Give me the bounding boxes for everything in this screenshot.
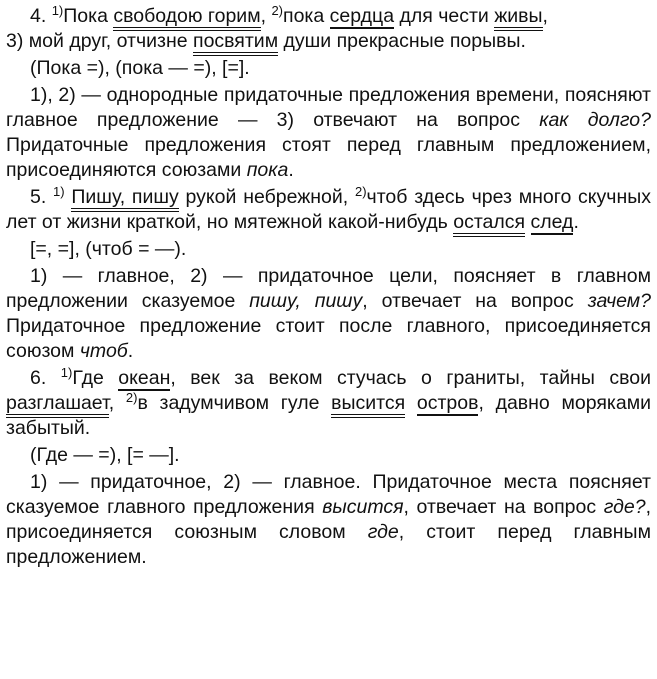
clause-marker: 1) [53,184,65,199]
ex5-number: 5. [30,186,47,208]
ex4-scheme: (Пока =), (пока — =), [=]. [30,57,250,79]
clause-marker: 2) [271,3,284,18]
clause-marker: 2) [125,390,138,405]
clause-marker: 1) [60,365,73,380]
ex4-number: 4. [30,5,47,27]
ex5-sentence: 5. $^{1)}$ Пишу, пишу рукой небрежной, $^{2)}$чтоб здесь чрез много скучных лет от жизни краткой, но мятежной какой-нибудь остался след. [6,185,651,235]
underlined-subject: остров [416,392,479,414]
underlined-predicate: живы [494,5,542,31]
clause-marker: 1) [51,3,64,18]
underlined-predicate: свободою горим [113,5,260,31]
ex6-scheme: (Где — =), [= —]. [30,444,180,466]
underlined-predicate: разглашает [6,392,109,418]
ex6-sentence: 6. $^{1)}$Где океан, век за веком стучась о граниты, тайны свои разглашает, $^{2)}$в задумчивом гуле высится остров, давно моряками забытый. [6,365,651,439]
underlined-predicate: высится [331,392,405,418]
underlined-predicate: Пишу, пишу [71,186,178,212]
underlined-predicate: остался [453,211,525,237]
underlined-subject: след [530,211,574,233]
underlined-subject: сердца [329,5,395,27]
ex5-explanation: 1) — главное, 2) — придаточное цели, поясняет в главном предложении сказуемое пишу, пишу, отвечает на вопрос зачем? Придаточное предложение стоит после главного, присоединяется союзом чтоб. [6,265,652,362]
ex4-sentence: 4. $^{1)}$Пока свободою горим, $^{2)}$пока сердца для чести живы, 3) мой друг, отчизне посвятим души прекрасные порывы. [6,4,651,54]
ex4-explanation: 1), 2) — однородные придаточные предложения времени, поясняют главное предложение — 3) отвечают на вопрос как долго? Придаточные предложения стоят перед главным предложением, присоединяются союзами пока. [6,84,651,181]
clause-marker: 2) [354,184,367,199]
underlined-subject: океан [118,367,171,389]
ex6-explanation: 1) — придаточное, 2) — главное. Придаточное места поясняет сказуемое главного предложения высится, отвечает на вопрос где?, присоединяется союзным словом где, стоит перед главным предложением. [6,471,651,568]
ex5-scheme: [=, =], (чтоб = —). [30,238,187,260]
underlined-predicate: посвятим [193,30,278,56]
ex6-number: 6. [30,367,47,389]
